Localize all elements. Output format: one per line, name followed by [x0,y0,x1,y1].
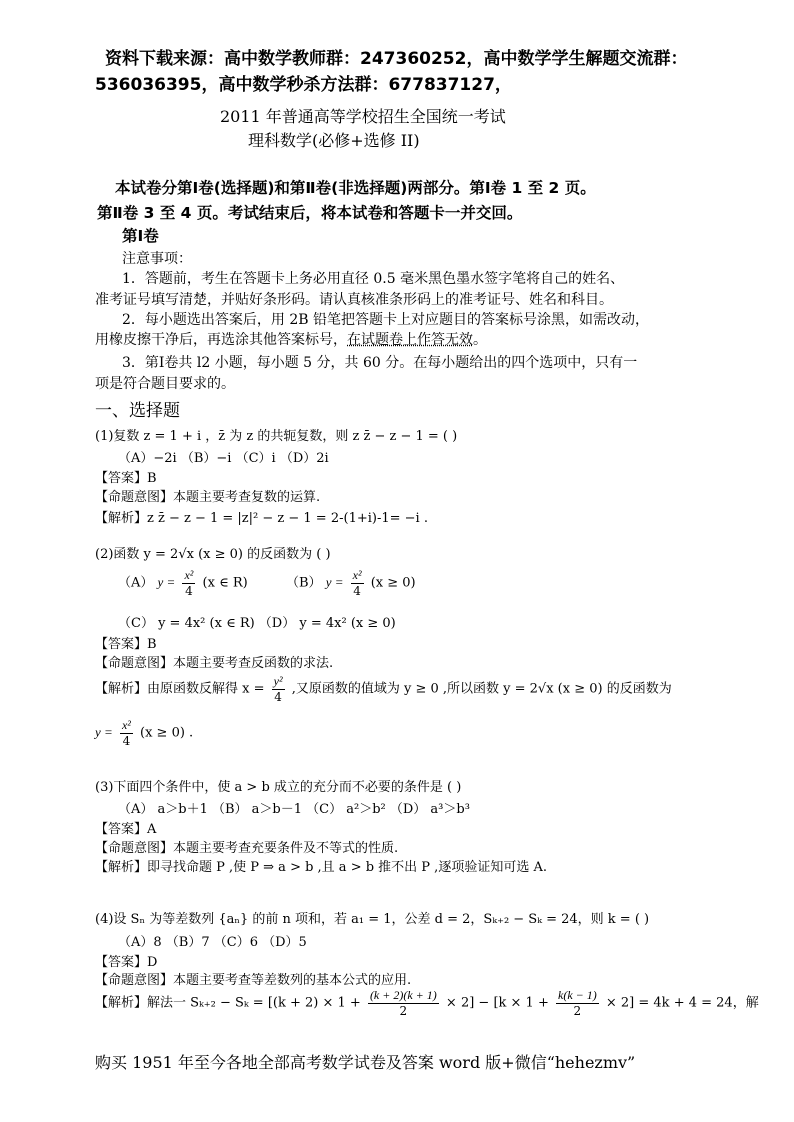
q3-intent: 【命题意图】本题主要考查充要条件及不等式的性质. [95,841,399,856]
q2-analysis [95,674,672,704]
q1-analysis: 【解析】z z̄ − z − 1 = |z|² − z − 1 = 2-(1+i)-1= −i . [95,511,428,526]
q2-optA-fraction [182,568,195,598]
q2-result [95,718,193,748]
q2-result-den: 4 [122,734,131,748]
footer-ad: 购买 1951 年至今各地全部高考数学试卷及答案 word 版+微信“hehezmv” [95,1053,636,1072]
q4-options: （A）8 （B）7 （C）6 （D）5 [118,935,307,950]
q2-optB-y: y = [325,574,344,590]
q1-intent: 【命题意图】本题主要考查复数的运算. [95,490,321,505]
q2-optA-y: y = [157,574,176,590]
q3-answer: 【答案】A [95,822,157,837]
q2-optB-num: x² [352,568,362,582]
notice-2b [95,329,487,349]
q4-intent: 【命题意图】本题主要考查等差数列的基本公式的应用. [95,973,412,988]
notice-1b: 准考证号填写清楚，并贴好条形码。请认真核准条形码上的准考证号、姓名和科目。 [95,292,613,308]
notice-2b-emphasis: 在试题卷上作答无效 [347,332,473,348]
q1-answer: 【答案】B [95,471,157,486]
q2-result-tail: (x ≥ 0) . [140,725,194,741]
q2-analysis-pre: 【解析】由原函数反解得 x = [95,681,265,697]
q2-answer: 【答案】B [95,637,157,652]
header-line-1: 资料下载来源：高中数学教师群：247360252，高中数学学生解题交流群： [105,49,688,69]
q4-answer: 【答案】D [95,955,158,970]
q4-f2-den: 2 [573,1004,582,1018]
q2-optB-tail: (x ≥ 0) [370,575,416,591]
q4-f1-den: 2 [399,1004,408,1018]
q2-optA-tail: (x ∈ R) [202,575,248,591]
notice-2a: 2．每小题选出答案后，用 2B 铅笔把答题卡上对应题目的答案标号涂黑，如需改动， [122,312,650,328]
q2-result-num: x² [121,718,131,732]
q2-analysis-post: ,又原函数的值域为 y ≥ 0 ,所以函数 y = 2√x (x ≥ 0) 的反函数为 [291,681,672,697]
section-heading: 一、选择题 [95,401,180,421]
q2-options-cd: （C） y = 4x² (x ∈ R) （D） y = 4x² (x ≥ 0) [118,616,396,631]
q1-options: （A）−2i （B）−i （C）i （D）2i [118,451,329,466]
q4-stem: (4)设 Sₙ 为等差数列 {aₙ} 的前 n 项和，若 a₁ = 1，公差 d = 2，Sₖ₊₂ − Sₖ = 24，则 k = ( ) [95,912,650,927]
q3-analysis: 【解析】即寻找命题 P ,使 P ⇒ a > b ,且 a > b 推不出 P ,逐项验证知可选 A. [95,860,547,875]
q2-optB-den: 4 [353,584,361,598]
q2-intent: 【命题意图】本题主要考查反函数的求法. [95,656,334,671]
notice-3a: 3．第Ⅰ卷共 l2 小题，每小题 5 分，共 60 分。在每小题给出的四个选项中，只有一 [122,355,638,371]
q2-optB-label: （B） [285,575,322,591]
notice-2b-pre: 用橡皮擦干净后，再选涂其他答案标号， [95,332,347,348]
notice-title: 注意事项： [122,251,192,267]
q4-fraction-1 [368,988,439,1018]
notice-1a: 1．答题前，考生在答题卡上务必用直径 0.5 毫米黑色墨水签字笔将自己的姓名、 [122,271,625,287]
q2-analysis-num: y² [273,674,283,688]
q2-optB-fraction [351,568,364,598]
q4-f1-num: (k + 2)(k + 1) [369,988,437,1002]
q2-optA-num: x² [184,568,194,582]
q2-analysis-fraction [272,674,285,704]
q2-result-fraction [120,718,133,748]
exam-title: 2011 年普通高等学校招生全国统一考试 [220,107,506,126]
notice-3b: 项是符合题目要求的。 [95,376,235,392]
q2-optA-label: （A） [118,575,154,591]
q4-analysis [95,988,759,1018]
volume-heading: 第Ⅰ卷 [122,227,159,245]
q4-f2-num: k(k − 1) [558,988,597,1002]
q2-options-ab [118,568,416,598]
notice-2b-post: 。 [473,332,487,348]
q2-stem: (2)函数 y = 2√x (x ≥ 0) 的反函数为 ( ) [95,547,331,562]
exam-subtitle: 理科数学(必修+选修 II) [248,131,420,150]
q2-result-y: y = [95,724,113,740]
q4-analysis-post: × 2] = 4k + 4 = 24，解 [605,995,759,1011]
q4-analysis-mid: × 2] − [k × 1 + [445,995,549,1011]
q1-stem: (1)复数 z = 1 + i ，z̄ 为 z 的共轭复数，则 z z̄ − z − 1 = ( ) [95,429,458,444]
q2-analysis-den: 4 [274,690,282,704]
intro-line-2: 第Ⅱ卷 3 至 4 页。考试结束后，将本试卷和答题卡一并交回。 [97,204,523,222]
q3-options: （A） a＞b＋1 （B） a＞b－1 （C） a²＞b² （D） a³＞b³ [118,802,470,817]
header-line-2: 536036395，高中数学秒杀方法群：677837127， [95,75,512,95]
q4-fraction-2 [556,988,599,1018]
q4-analysis-pre: 【解析】解法一 Sₖ₊₂ − Sₖ = [(k + 2) × 1 + [95,995,361,1011]
intro-line-1: 本试卷分第Ⅰ卷(选择题)和第Ⅱ卷(非选择题)两部分。第Ⅰ卷 1 至 2 页。 [115,179,596,197]
q3-stem: (3)下面四个条件中，使 a > b 成立的充分而不必要的条件是 ( ) [95,780,462,795]
q2-optA-den: 4 [185,584,193,598]
